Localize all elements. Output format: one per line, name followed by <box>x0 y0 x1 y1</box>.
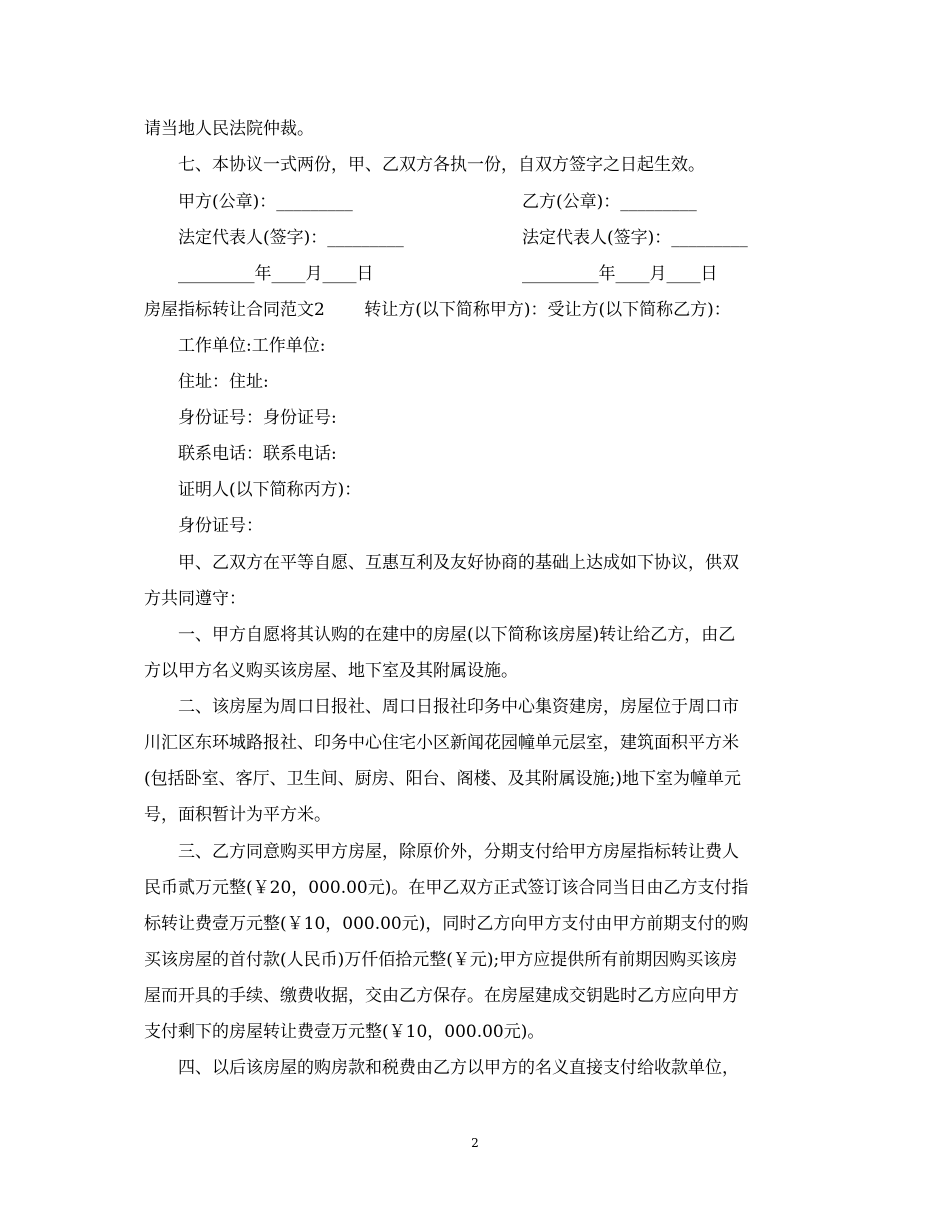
section-title: 房屋指标转让合同范文2 转让方(以下简称甲方)：受让方(以下简称乙方)： <box>144 300 731 320</box>
field-line: 工作单位:工作单位: <box>178 336 326 356</box>
paragraph-line: 方以甲方名义购买该房屋、地下室及其附属设施。 <box>144 661 518 681</box>
field-line: 身份证号：身份证号: <box>178 408 337 428</box>
field-line: 证明人(以下简称丙方)： <box>178 480 362 500</box>
paragraph-line: 买该房屋的首付款(人民币)万仟佰拾元整(￥元);甲方应提供所有前期因购买该房 <box>144 950 738 970</box>
paragraph-line: 号，面积暂计为平方米。 <box>144 805 331 825</box>
paragraph-line: 支付剩下的房屋转让费壹万元整(￥10，000.00元)。 <box>144 1022 545 1042</box>
party-a-seal: 甲方(公章)：_________ <box>178 192 353 212</box>
party-a-date: _________年____月____日 <box>178 264 374 284</box>
party-b-date: _________年____月____日 <box>522 264 718 284</box>
party-b-representative: 法定代表人(签字)：_________ <box>522 228 748 248</box>
paragraph-line: 三、乙方同意购买甲方房屋，除原价外，分期支付给甲方房屋指标转让费人 <box>178 842 739 862</box>
paragraph-line: 七、本协议一式两份，甲、乙双方各执一份，自双方签字之日起生效。 <box>178 155 705 175</box>
paragraph-line: 标转让费壹万元整(￥10，000.00元)，同时乙方向甲方支付由甲方前期支付的购 <box>144 914 749 934</box>
paragraph-line: 四、以后该房屋的购房款和税费由乙方以甲方的名义直接支付给收款单位， <box>178 1058 739 1078</box>
field-line: 住址：住址: <box>178 372 269 392</box>
paragraph-line: 屋而开具的手续、缴费收据，交由乙方保存。在房屋建成交钥匙时乙方应向甲方 <box>144 986 739 1006</box>
paragraph-line: 请当地人民法院仲裁。 <box>144 119 314 139</box>
paragraph-line: 二、该房屋为周口日报社、周口日报社印务中心集资建房，房屋位于周口市 <box>178 697 739 717</box>
paragraph-line: 方共同遵守： <box>144 589 246 609</box>
party-a-representative: 法定代表人(签字)：_________ <box>178 228 404 248</box>
paragraph-line: 川汇区东环城路报社、印务中心住宅小区新闻花园幢单元层室，建筑面积平方米 <box>144 733 739 753</box>
paragraph-line: 民币贰万元整(￥20，000.00元)。在甲乙双方正式签订该合同当日由乙方支付指 <box>144 878 749 898</box>
paragraph-line: 甲、乙双方在平等自愿、互惠互利及友好协商的基础上达成如下协议，供双 <box>178 553 739 573</box>
page-number: 2 <box>471 1136 479 1150</box>
paragraph-line: (包括卧室、客厅、卫生间、厨房、阳台、阁楼、及其附属设施;)地下室为幢单元 <box>144 769 741 789</box>
field-line: 身份证号： <box>178 516 263 536</box>
field-line: 联系电话：联系电话: <box>178 444 337 464</box>
paragraph-line: 一、甲方自愿将其认购的在建中的房屋(以下简称该房屋)转让给乙方，由乙 <box>178 625 736 645</box>
party-b-seal: 乙方(公章)：_________ <box>522 192 697 212</box>
